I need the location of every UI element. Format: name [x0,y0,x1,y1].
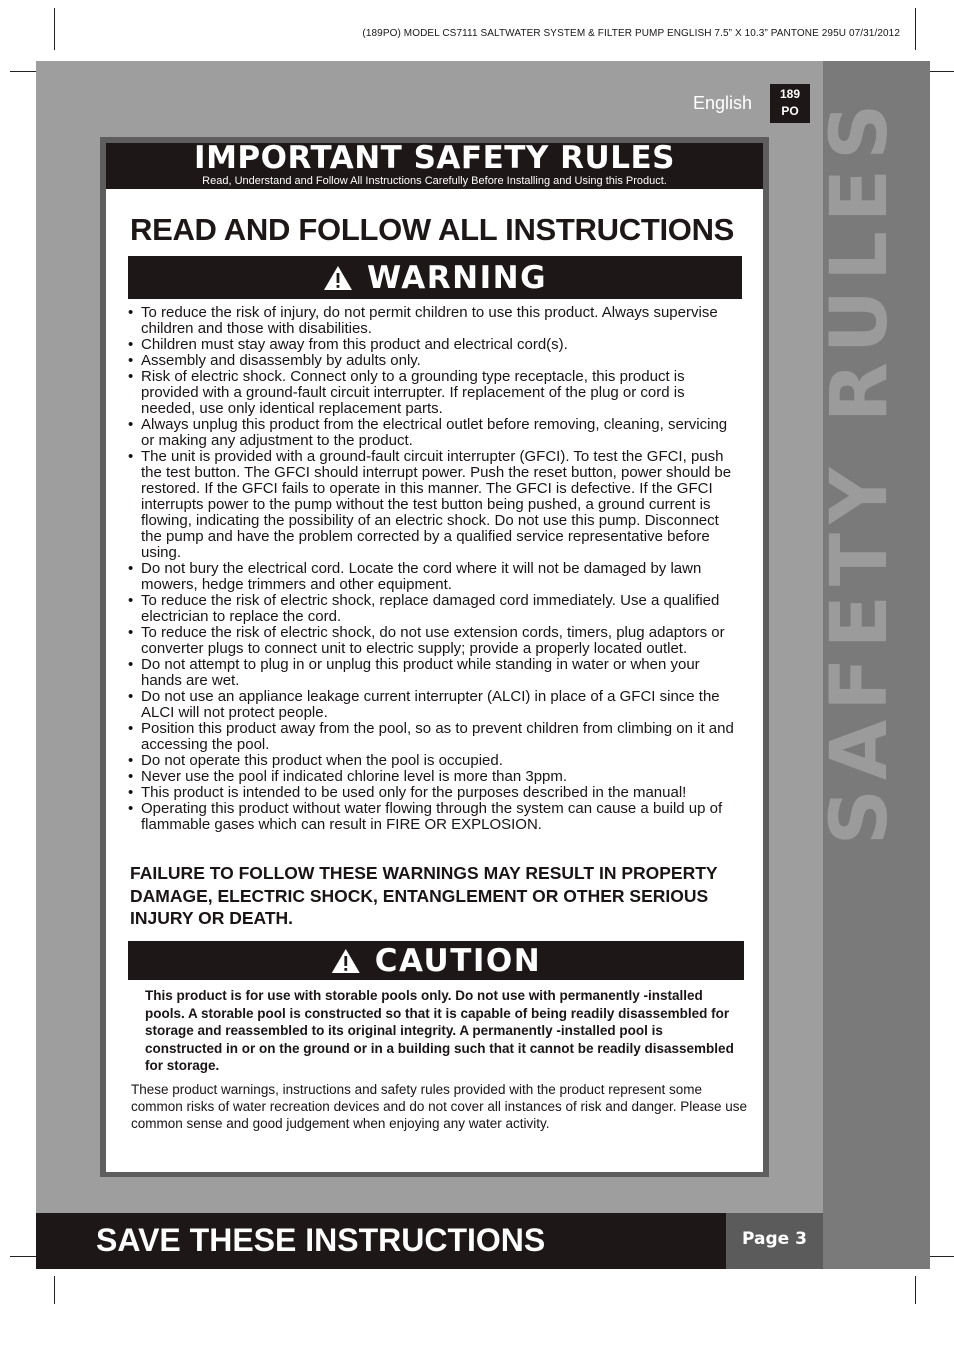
main-header [106,140,763,189]
failure-notice: FAILURE TO FOLLOW THESE WARNINGS MAY RESULT IN PROPERTY DAMAGE, ELECTRIC SHOCK, ENTANGLEMENT OR OTHER SERIOUS INJURY OR DEATH. [130,863,718,928]
code-number: 189 [779,87,801,101]
page-number: Page 3 [742,1229,807,1249]
list-item: • This product is intended to be used only for the purposes described in the manual! [128,785,740,801]
footer-bar [36,1213,726,1269]
list-item: • Operating this product without water flowing through the system can cause a build up of flammable gases which can result in FIRE OR EXPLOSION. [128,801,740,833]
code-badge [770,84,810,123]
footer-title: SAVE THESE INSTRUCTIONS [96,1222,546,1258]
list-item: • Do not attempt to plug in or unplug this product while standing in water or when your hands are wet. [128,657,740,689]
warning-triangle-icon [323,265,353,291]
page-number-box [726,1213,823,1269]
list-item: • Do not use an appliance leakage current interrupter (ALCI) in place of a GFCI since the ALCI will not protect people. [128,689,740,721]
warning-label: WARNING [366,259,548,296]
side-title: SAFETY RULES [815,94,905,846]
warnings-list [128,305,740,833]
list-item: • Never use the pool if indicated chlorine level is more than 3ppm. [128,769,740,785]
list-item: • To reduce the risk of electric shock, replace damaged cord immediately. Use a qualified electrician to replace the cord. [128,593,740,625]
warning-bar [128,256,742,299]
warning-triangle-icon [331,948,361,974]
list-item: • To reduce the risk of injury, do not permit children to use this product. Always supervise children and those with disabilities. [128,305,740,337]
list-item: • Always unplug this product from the electrical outlet before removing, cleaning, servicing or making any adjustment to the product. [128,417,740,449]
list-item: • Assembly and disassembly by adults only. [128,353,740,369]
main-title: IMPORTANT SAFETY RULES [194,140,675,176]
code-suffix: PO [781,104,799,118]
list-item: • Risk of electric shock. Connect only to a grounding type receptacle, this product is provided with a ground-fault circuit interrupter. If replacement of the plug or cord is needed, use only identical replacement parts. [128,369,740,417]
instructions-heading: READ AND FOLLOW ALL INSTRUCTIONS [130,212,735,247]
crop-mark [54,1276,55,1304]
print-info: (189PO) MODEL CS7111 SALTWATER SYSTEM & FILTER PUMP ENGLISH 7.5” X 10.3” PANTONE 295U 07/31/2012 [362,28,900,39]
list-item: • Position this product away from the pool, so as to prevent children from climbing on it and accessing the pool. [128,721,740,753]
closing-text: These product warnings, instructions and safety rules provided with the product represent some common risks of water recreation devices and do not cover all instances of risk and danger. Please use common sense and good judgement when enjoying any water activity. [131,1082,748,1131]
crop-mark [915,8,916,50]
crop-mark [915,1276,916,1304]
list-item: • Do not operate this product when the pool is occupied. [128,753,740,769]
list-item: • Children must stay away from this product and electrical cord(s). [128,337,740,353]
crop-mark [54,8,55,50]
caution-bar [128,941,744,980]
language-label: English [692,93,752,113]
list-item: • Do not bury the electrical cord. Locate the cord where it will not be damaged by lawn mowers, hedge trimmers and other equipment. [128,561,740,593]
caution-text: This product is for use with storable pools only. Do not use with permanently -installed pools. A storable pool is constructed so that it is capable of being readily disassembled for storage and reassembled to its original integrity. A permanently -installed pool is constructed in or on the ground or in a building such that it cannot be readily disassembled for storage. [145,988,734,1073]
main-subtitle: Read, Understand and Follow All Instructions Carefully Before Installing and Using this Product. [202,175,667,187]
list-item: • To reduce the risk of electric shock, do not use extension cords, timers, plug adaptors or converter plugs to connect unit to electric supply; provide a properly located outlet. [128,625,740,657]
list-item: • The unit is provided with a ground-fault circuit interrupter (GFCI). To test the GFCI, push the test button. The GFCI should interrupt power. Push the reset button, power should be restored. If the GFCI fails to operate in this manner. The GFCI is defective. If the GFCI interrupts power to the pump without the test button being pushed, a ground current is flowing, indicating the possibility of an electric shock. Do not use this pump. Disconnect the pump and have the problem corrected by a qualified service representative before using. [128,449,740,561]
caution-label: CAUTION [374,942,542,979]
